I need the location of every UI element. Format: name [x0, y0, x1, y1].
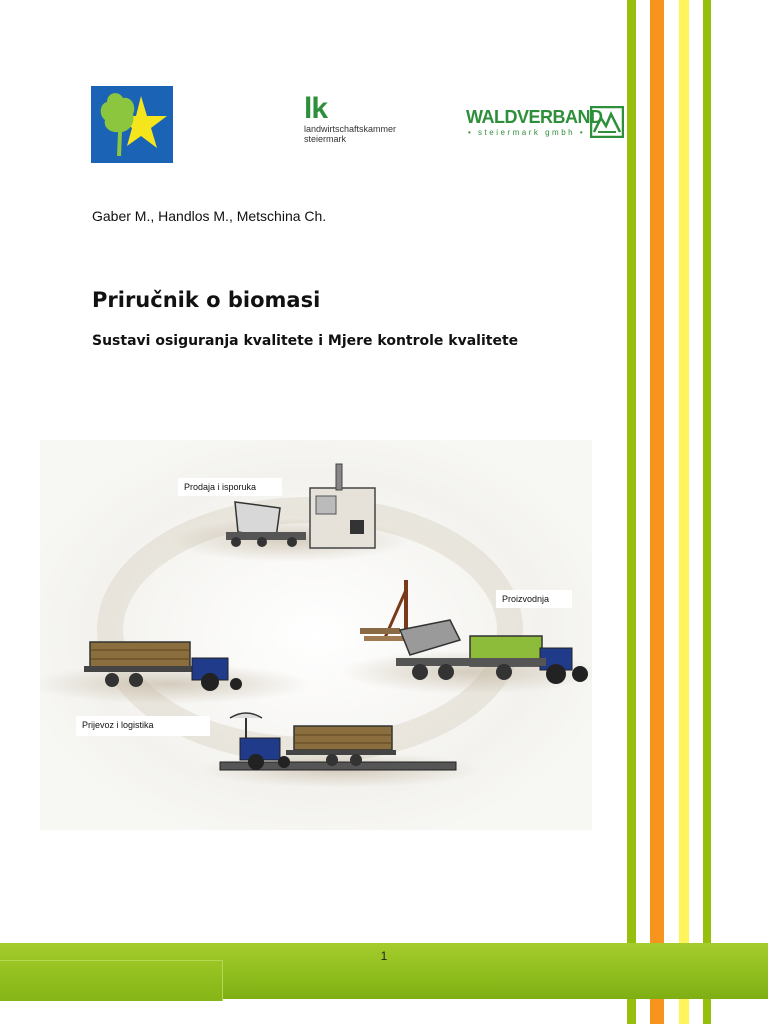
- waldverband-logo: [466, 106, 626, 146]
- document-title: Priručnik o biomasi: [92, 288, 321, 312]
- label-transport-logistics: Prijevoz i logistika: [76, 716, 210, 736]
- decorative-stripe-yellow: [679, 0, 689, 1024]
- document-subtitle: Sustavi osiguranja kvalitete i Mjere kontrole kvalitete: [92, 333, 519, 349]
- decorative-stripe-green-2: [703, 0, 711, 1024]
- waldverband-logo-name: WALDVERBAND: [466, 107, 603, 127]
- lk-logo-mark: lk: [304, 92, 328, 125]
- page-number: 1: [380, 949, 388, 963]
- tree-star-logo: [91, 86, 173, 163]
- decorative-stripe-green-1: [627, 0, 636, 1024]
- waldverband-mountain-icon: [590, 106, 624, 138]
- tree-star-icon: [91, 86, 173, 163]
- authors: Gaber M., Handlos M., Metschina Ch.: [92, 208, 327, 224]
- lk-logo-line-2: steiermark: [304, 134, 347, 144]
- label-sales-delivery: Prodaja i isporuka: [178, 478, 282, 496]
- lk-logo: [304, 94, 414, 154]
- label-production: Proizvodnja: [496, 590, 572, 608]
- decorative-stripe-orange: [650, 0, 664, 1024]
- biomass-cycle-illustration: [40, 440, 592, 830]
- lk-logo-line-1: landwirtschaftskammer: [304, 124, 397, 134]
- waldverband-logo-subtitle: • steiermark gmbh •: [468, 128, 586, 137]
- footer-tab: [0, 960, 223, 1001]
